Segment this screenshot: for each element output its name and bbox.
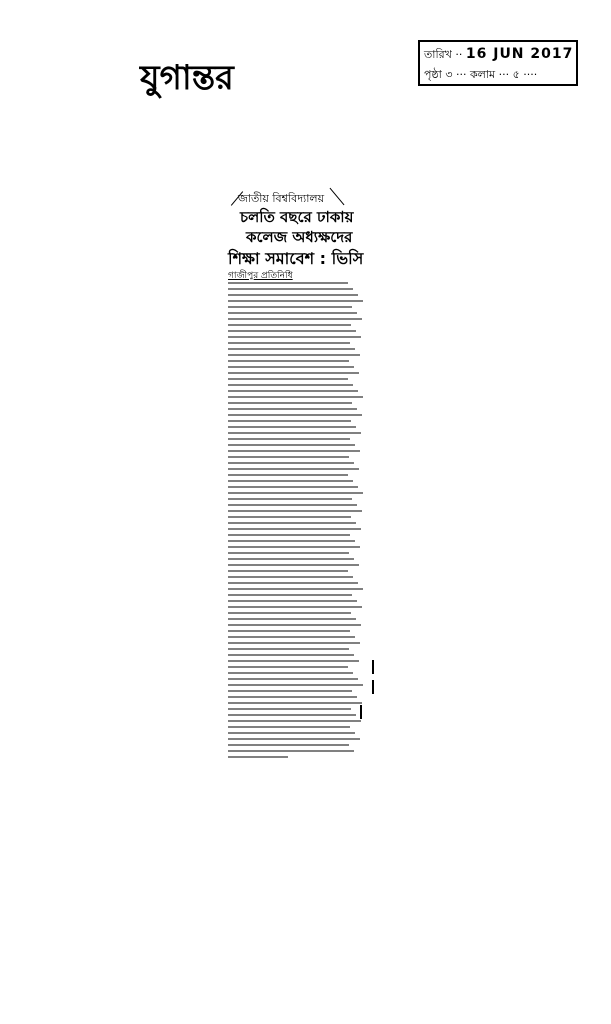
body-text-line	[228, 744, 349, 746]
body-text-line	[228, 582, 358, 584]
body-text-line	[228, 624, 361, 626]
body-text-line	[228, 486, 358, 488]
body-text-line	[228, 546, 360, 548]
body-text-line	[228, 564, 359, 566]
body-text-line	[228, 630, 350, 632]
body-text-line	[228, 312, 357, 314]
body-text-line	[228, 642, 360, 644]
body-text-line	[228, 492, 363, 494]
body-text-line	[228, 372, 359, 374]
body-text-line	[228, 600, 357, 602]
body-text-line	[228, 438, 350, 440]
body-text-line	[228, 660, 359, 662]
body-text-line	[228, 558, 354, 560]
body-text-line	[228, 750, 354, 752]
body-text-line	[228, 318, 362, 320]
body-text-line	[228, 402, 352, 404]
margin-mark	[372, 680, 374, 694]
body-text-line	[228, 390, 358, 392]
body-text-line	[228, 336, 361, 338]
body-text-line	[228, 324, 351, 326]
stamp-column: ৫	[512, 68, 520, 81]
body-text-line	[228, 576, 353, 578]
body-text-line	[228, 534, 350, 536]
body-text-line	[228, 306, 352, 308]
body-text-line	[228, 528, 361, 530]
body-text-line	[228, 432, 361, 434]
body-text-line	[228, 684, 363, 686]
headline-line-1: চলতি বছরে ঢাকায়	[240, 208, 354, 226]
body-text-line	[228, 504, 357, 506]
body-text-line	[228, 456, 349, 458]
body-text-line	[228, 612, 351, 614]
newspaper-masthead: যুগান্তর	[140, 58, 234, 98]
body-text-line	[228, 648, 349, 650]
article-body	[228, 282, 364, 762]
article-kicker: জাতীয় বিশ্ববিদ্যালয়	[238, 192, 325, 205]
stamp-column-label: কলাম	[469, 68, 496, 81]
stamp-date-label: তারিখ	[424, 48, 452, 61]
body-text-line	[228, 396, 363, 398]
body-text-line	[228, 720, 361, 722]
body-text-line	[228, 708, 351, 710]
article-byline: গাজীপুর প্রতিনিধি	[228, 271, 293, 281]
body-text-line	[228, 474, 348, 476]
body-text-line	[228, 732, 355, 734]
margin-mark	[360, 705, 362, 719]
body-text-line	[228, 354, 360, 356]
body-text-line	[228, 294, 358, 296]
stamp-page-row: পৃষ্ঠা ৩ ··· কলাম ··· ৫ ····	[424, 68, 538, 81]
body-text-line	[228, 714, 356, 716]
body-text-line	[228, 702, 362, 704]
body-text-line	[228, 510, 362, 512]
body-text-line	[228, 636, 355, 638]
body-text-line	[228, 696, 357, 698]
body-text-line	[228, 408, 357, 410]
body-text-line	[228, 498, 352, 500]
body-text-line	[228, 480, 353, 482]
body-text-line	[228, 666, 348, 668]
body-text-line	[228, 426, 356, 428]
headline-line-2: কলেজ অধ্যক্ষদের	[246, 228, 353, 246]
body-text-line	[228, 570, 348, 572]
body-text-line	[228, 378, 348, 380]
body-text-line	[228, 756, 288, 758]
body-text-line	[228, 414, 362, 416]
body-text-line	[228, 618, 356, 620]
clipping-stamp	[418, 40, 578, 86]
stamp-page: ৩	[445, 68, 453, 81]
body-text-line	[228, 450, 360, 452]
body-text-line	[228, 540, 355, 542]
body-text-line	[228, 726, 350, 728]
body-text-line	[228, 360, 349, 362]
body-text-line	[228, 588, 363, 590]
body-text-line	[228, 330, 356, 332]
stamp-date: 16 JUN 2017	[465, 46, 574, 62]
body-text-line	[228, 366, 354, 368]
body-text-line	[228, 672, 353, 674]
cut-mark	[330, 188, 345, 205]
body-text-line	[228, 384, 353, 386]
body-text-line	[228, 444, 355, 446]
body-text-line	[228, 282, 348, 284]
body-text-line	[228, 654, 354, 656]
body-text-line	[228, 606, 362, 608]
body-text-line	[228, 462, 354, 464]
body-text-line	[228, 420, 351, 422]
body-text-line	[228, 342, 350, 344]
body-text-line	[228, 288, 353, 290]
body-text-line	[228, 522, 356, 524]
stamp-page-label: পৃষ্ঠা	[424, 68, 442, 81]
margin-mark	[372, 660, 374, 674]
body-text-line	[228, 690, 352, 692]
body-text-line	[228, 738, 360, 740]
body-text-line	[228, 300, 363, 302]
body-text-line	[228, 594, 352, 596]
body-text-line	[228, 678, 358, 680]
headline-line-3: শিক্ষা সমাবেশ : ভিসি	[228, 249, 364, 268]
body-text-line	[228, 348, 355, 350]
stamp-date-row: তারিখ ·· 16 JUN 2017	[424, 46, 574, 62]
body-text-line	[228, 516, 351, 518]
body-text-line	[228, 468, 359, 470]
body-text-line	[228, 552, 349, 554]
